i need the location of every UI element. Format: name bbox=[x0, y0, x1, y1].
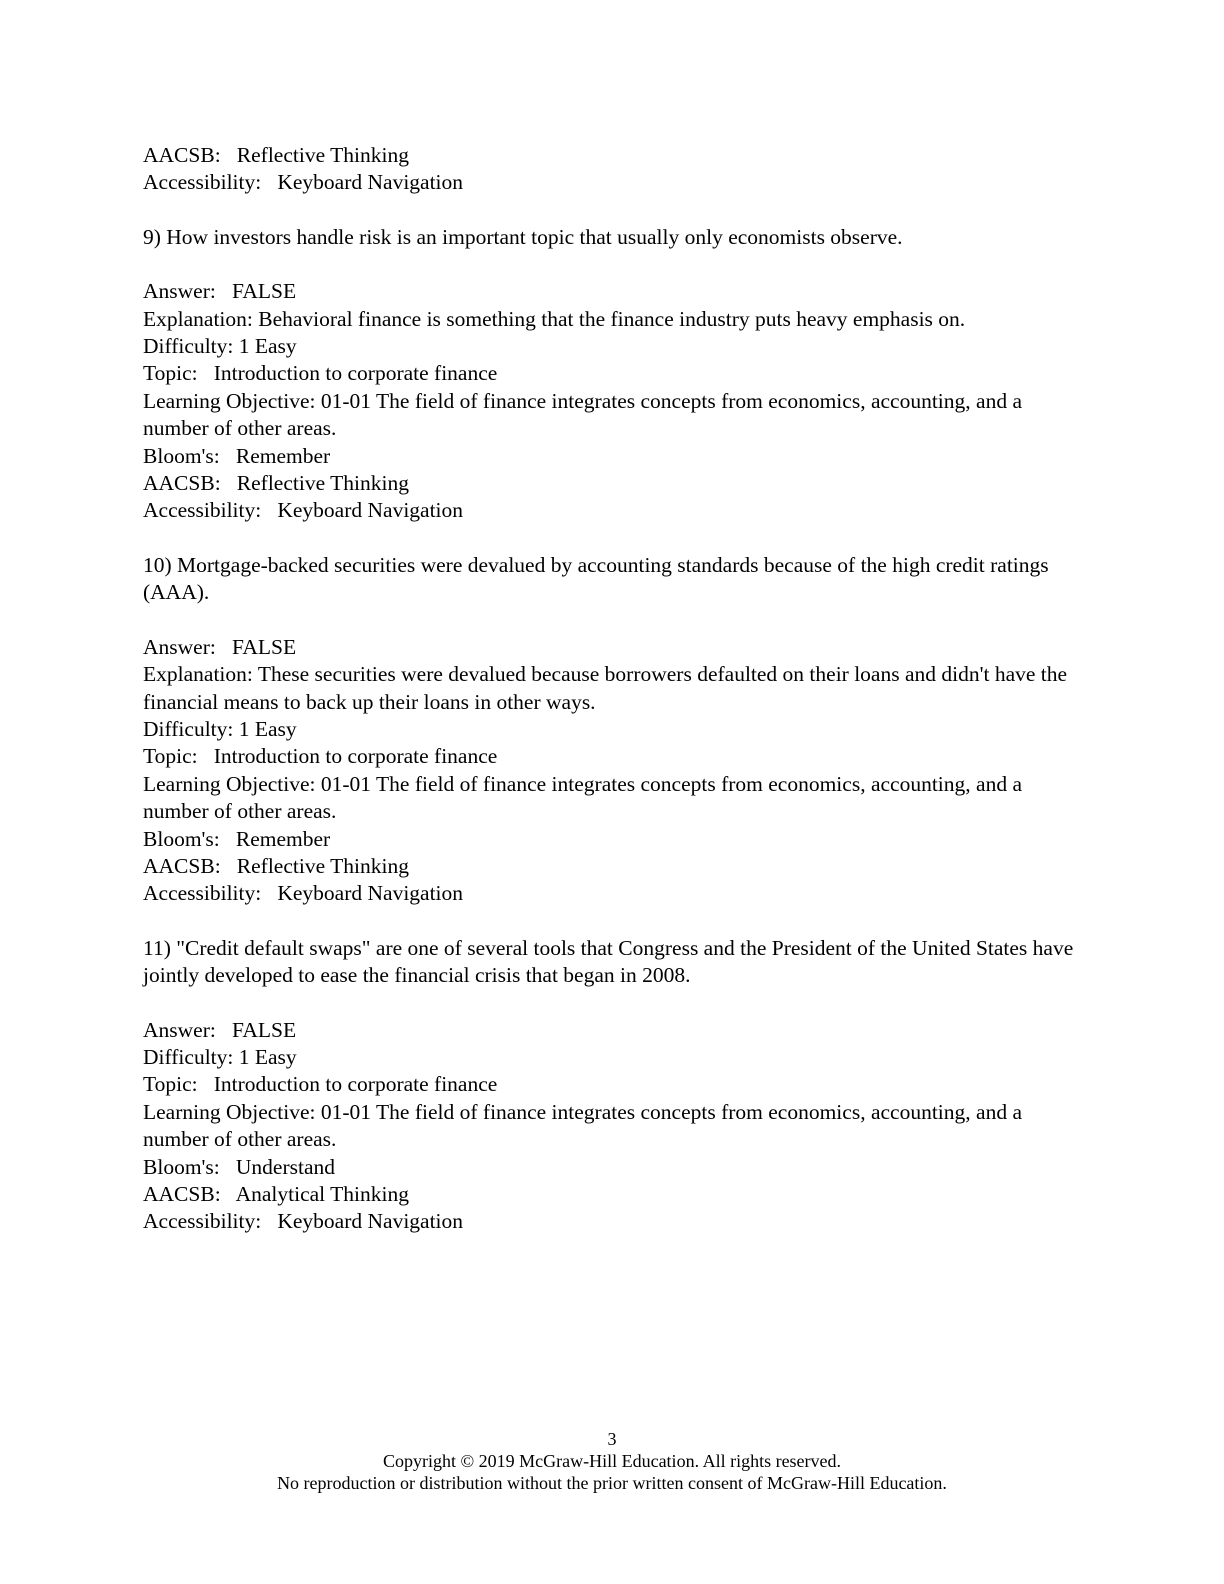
question-text: 10) Mortgage-backed securities were devalued by accounting standards because of the high credit ratings (AAA). bbox=[143, 552, 1049, 605]
learning-objective-line: Learning Objective: 01-01 The field of finance integrates concepts from economics, accounting, and a number of other areas. bbox=[143, 771, 1022, 824]
blooms-line: Bloom's: Remember bbox=[143, 443, 331, 468]
answer-line: Answer: FALSE bbox=[143, 634, 297, 659]
aacsb-line: AACSB: Reflective Thinking bbox=[143, 471, 409, 496]
aacsb-line: AACSB: Analytical Thinking bbox=[143, 1182, 409, 1206]
explanation-line: Explanation: Behavioral finance is something that the finance industry puts heavy emphasis on. bbox=[143, 306, 966, 331]
learning-objective-line: Learning Objective: 01-01 The field of finance integrates concepts from economics, accounting, and a number of other areas. bbox=[143, 388, 1022, 441]
aacsb-line: AACSB: Reflective Thinking bbox=[143, 143, 409, 167]
blooms-line: Bloom's: Remember bbox=[143, 826, 331, 851]
question-block bbox=[143, 935, 1083, 1236]
accessibility-line: Accessibility: Keyboard Navigation bbox=[143, 1209, 464, 1234]
difficulty-line: Difficulty: 1 Easy bbox=[143, 334, 297, 359]
topic-line: Topic: Introduction to corporate finance bbox=[143, 361, 498, 386]
learning-objective-line: Learning Objective: 01-01 The field of finance integrates concepts from economics, accounting, and a number of other areas. bbox=[143, 1099, 1022, 1152]
page-footer bbox=[0, 1428, 1224, 1494]
document-body bbox=[143, 142, 1083, 1236]
accessibility-line: Accessibility: Keyboard Navigation bbox=[143, 881, 464, 906]
copyright-text: Copyright © 2019 McGraw-Hill Education. All rights reserved. bbox=[382, 1451, 842, 1471]
explanation-line: Explanation: These securities were devalued because borrowers defaulted on their loans and didn't have the financial means to back up their loans in other ways. bbox=[143, 662, 1068, 714]
page-number: 3 bbox=[607, 1429, 617, 1449]
topic-line: Topic: Introduction to corporate finance bbox=[143, 1072, 498, 1097]
question-block bbox=[143, 224, 1083, 525]
difficulty-line: Difficulty: 1 Easy bbox=[143, 1044, 297, 1069]
topic-line: Topic: Introduction to corporate finance bbox=[143, 744, 498, 769]
answer-line: Answer: FALSE bbox=[143, 1017, 297, 1042]
aacsb-line: AACSB: Reflective Thinking bbox=[143, 853, 409, 878]
difficulty-line: Difficulty: 1 Easy bbox=[143, 716, 297, 741]
blooms-line: Bloom's: Understand bbox=[143, 1154, 335, 1179]
question-text: 9) How investors handle risk is an important topic that usually only economists observe. bbox=[143, 224, 903, 249]
question-text: 11) "Credit default swaps" are one of several tools that Congress and the President of the United States have jointly developed to ease the financial crisis that began in 2008. bbox=[143, 935, 1074, 988]
answer-line: Answer: FALSE bbox=[143, 279, 297, 304]
accessibility-line: Accessibility: Keyboard Navigation bbox=[143, 498, 464, 523]
question-block bbox=[143, 552, 1083, 908]
accessibility-line: Accessibility: Keyboard Navigation bbox=[143, 170, 464, 195]
reproduction-notice: No reproduction or distribution without the prior written consent of McGraw-Hill Education. bbox=[277, 1473, 947, 1493]
